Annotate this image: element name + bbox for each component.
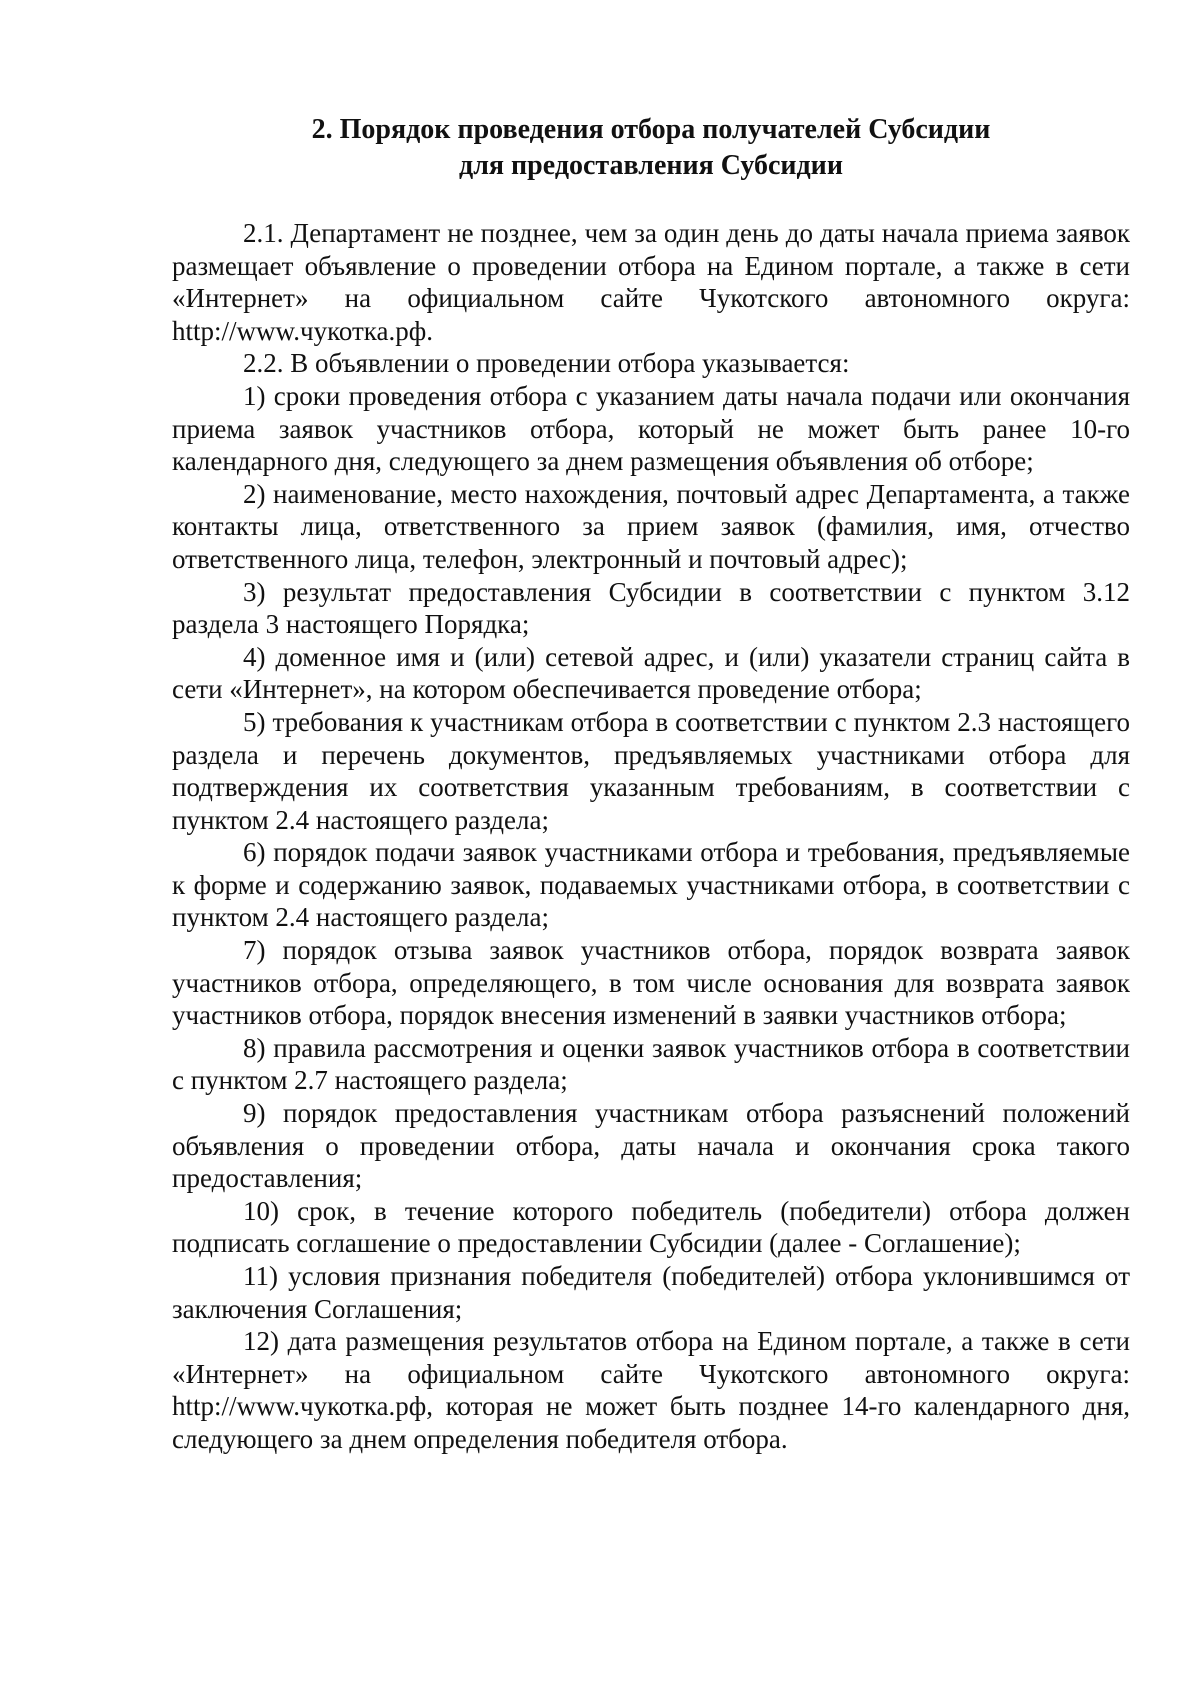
list-item-7: 7) порядок отзыва заявок участников отбора, порядок возврата заявок участников отбора, определяющего, в том числе основания для возврата заявок участников отбора, порядок внесения изменений в заявки участников отбора; (172, 935, 1130, 1031)
section-body (172, 217, 1130, 1456)
list-item-4: 4) доменное имя и (или) сетевой адрес, и (или) указатели страниц сайта в сети «Интернет», на котором обеспечивается проведение отбора; (172, 641, 1130, 705)
paragraph-2-2: 2.2. В объявлении о проведении отбора указывается: (243, 348, 850, 379)
list-item-3: 3) результат предоставления Субсидии в соответствии с пунктом 3.12 раздела 3 настоящего Порядка; (172, 576, 1130, 640)
section-heading (172, 112, 1130, 184)
list-item-10: 10) срок, в течение которого победитель (победители) отбора должен подписать соглашение о предоставлении Субсидии (далее - Соглашение); (172, 1195, 1130, 1259)
heading-line-2: для предоставления Субсидии (459, 150, 843, 181)
list-item-12: 12) дата размещения результатов отбора на Едином портале, а также в сети «Интернет» на официальном сайте Чукотского автономного округа: http://www.чукотка.рф, которая не может быть позднее 14-го календарного дня, следующего за днем определения победителя отбора. (172, 1326, 1130, 1454)
document-page (172, 112, 1130, 1456)
list-item-9: 9) порядок предоставления участникам отбора разъяснений положений объявления о проведении отбора, даты начала и окончания срока такого предоставления; (172, 1098, 1130, 1194)
list-item-11: 11) условия признания победителя (победителей) отбора уклонившимся от заключения Соглашения; (172, 1261, 1130, 1324)
list-item-1: 1) сроки проведения отбора с указанием даты начала подачи или окончания приема заявок участников отбора, который не может быть ранее 10-го календарного дня, следующего за днем размещения объявления об отборе; (172, 380, 1130, 477)
list-item-5: 5) требования к участникам отбора в соответствии с пунктом 2.3 настоящего раздела и перечень документов, предъявляемых участниками отбора для подтверждения их соответствия указанным требованиям, в соответствии с пунктом 2.4 настоящего раздела; (172, 706, 1130, 835)
list-item-6: 6) порядок подачи заявок участниками отбора и требования, предъявляемые к форме и содержанию заявок, подаваемых участниками отбора, в соответствии с пунктом 2.4 настоящего раздела; (172, 837, 1130, 933)
list-item-8: 8) правила рассмотрения и оценки заявок участников отбора в соответствии с пунктом 2.7 настоящего раздела; (172, 1032, 1130, 1096)
paragraph-2-1: 2.1. Департамент не позднее, чем за один день до даты начала приема заявок размещает объявление о проведении отбора на Едином портале, а также в сети «Интернет» на официальном сайте Чукотского автономного округа: http://www.чукотка.рф. (172, 218, 1130, 346)
heading-line-1: 2. Порядок проведения отбора получателей Субсидии (311, 114, 991, 145)
list-item-2: 2) наименование, место нахождения, почтовый адрес Департамента, а также контакты лица, ответственного за прием заявок (фамилия, имя, отчество ответственного лица, телефон, электронный и почтовый адрес); (172, 478, 1130, 574)
